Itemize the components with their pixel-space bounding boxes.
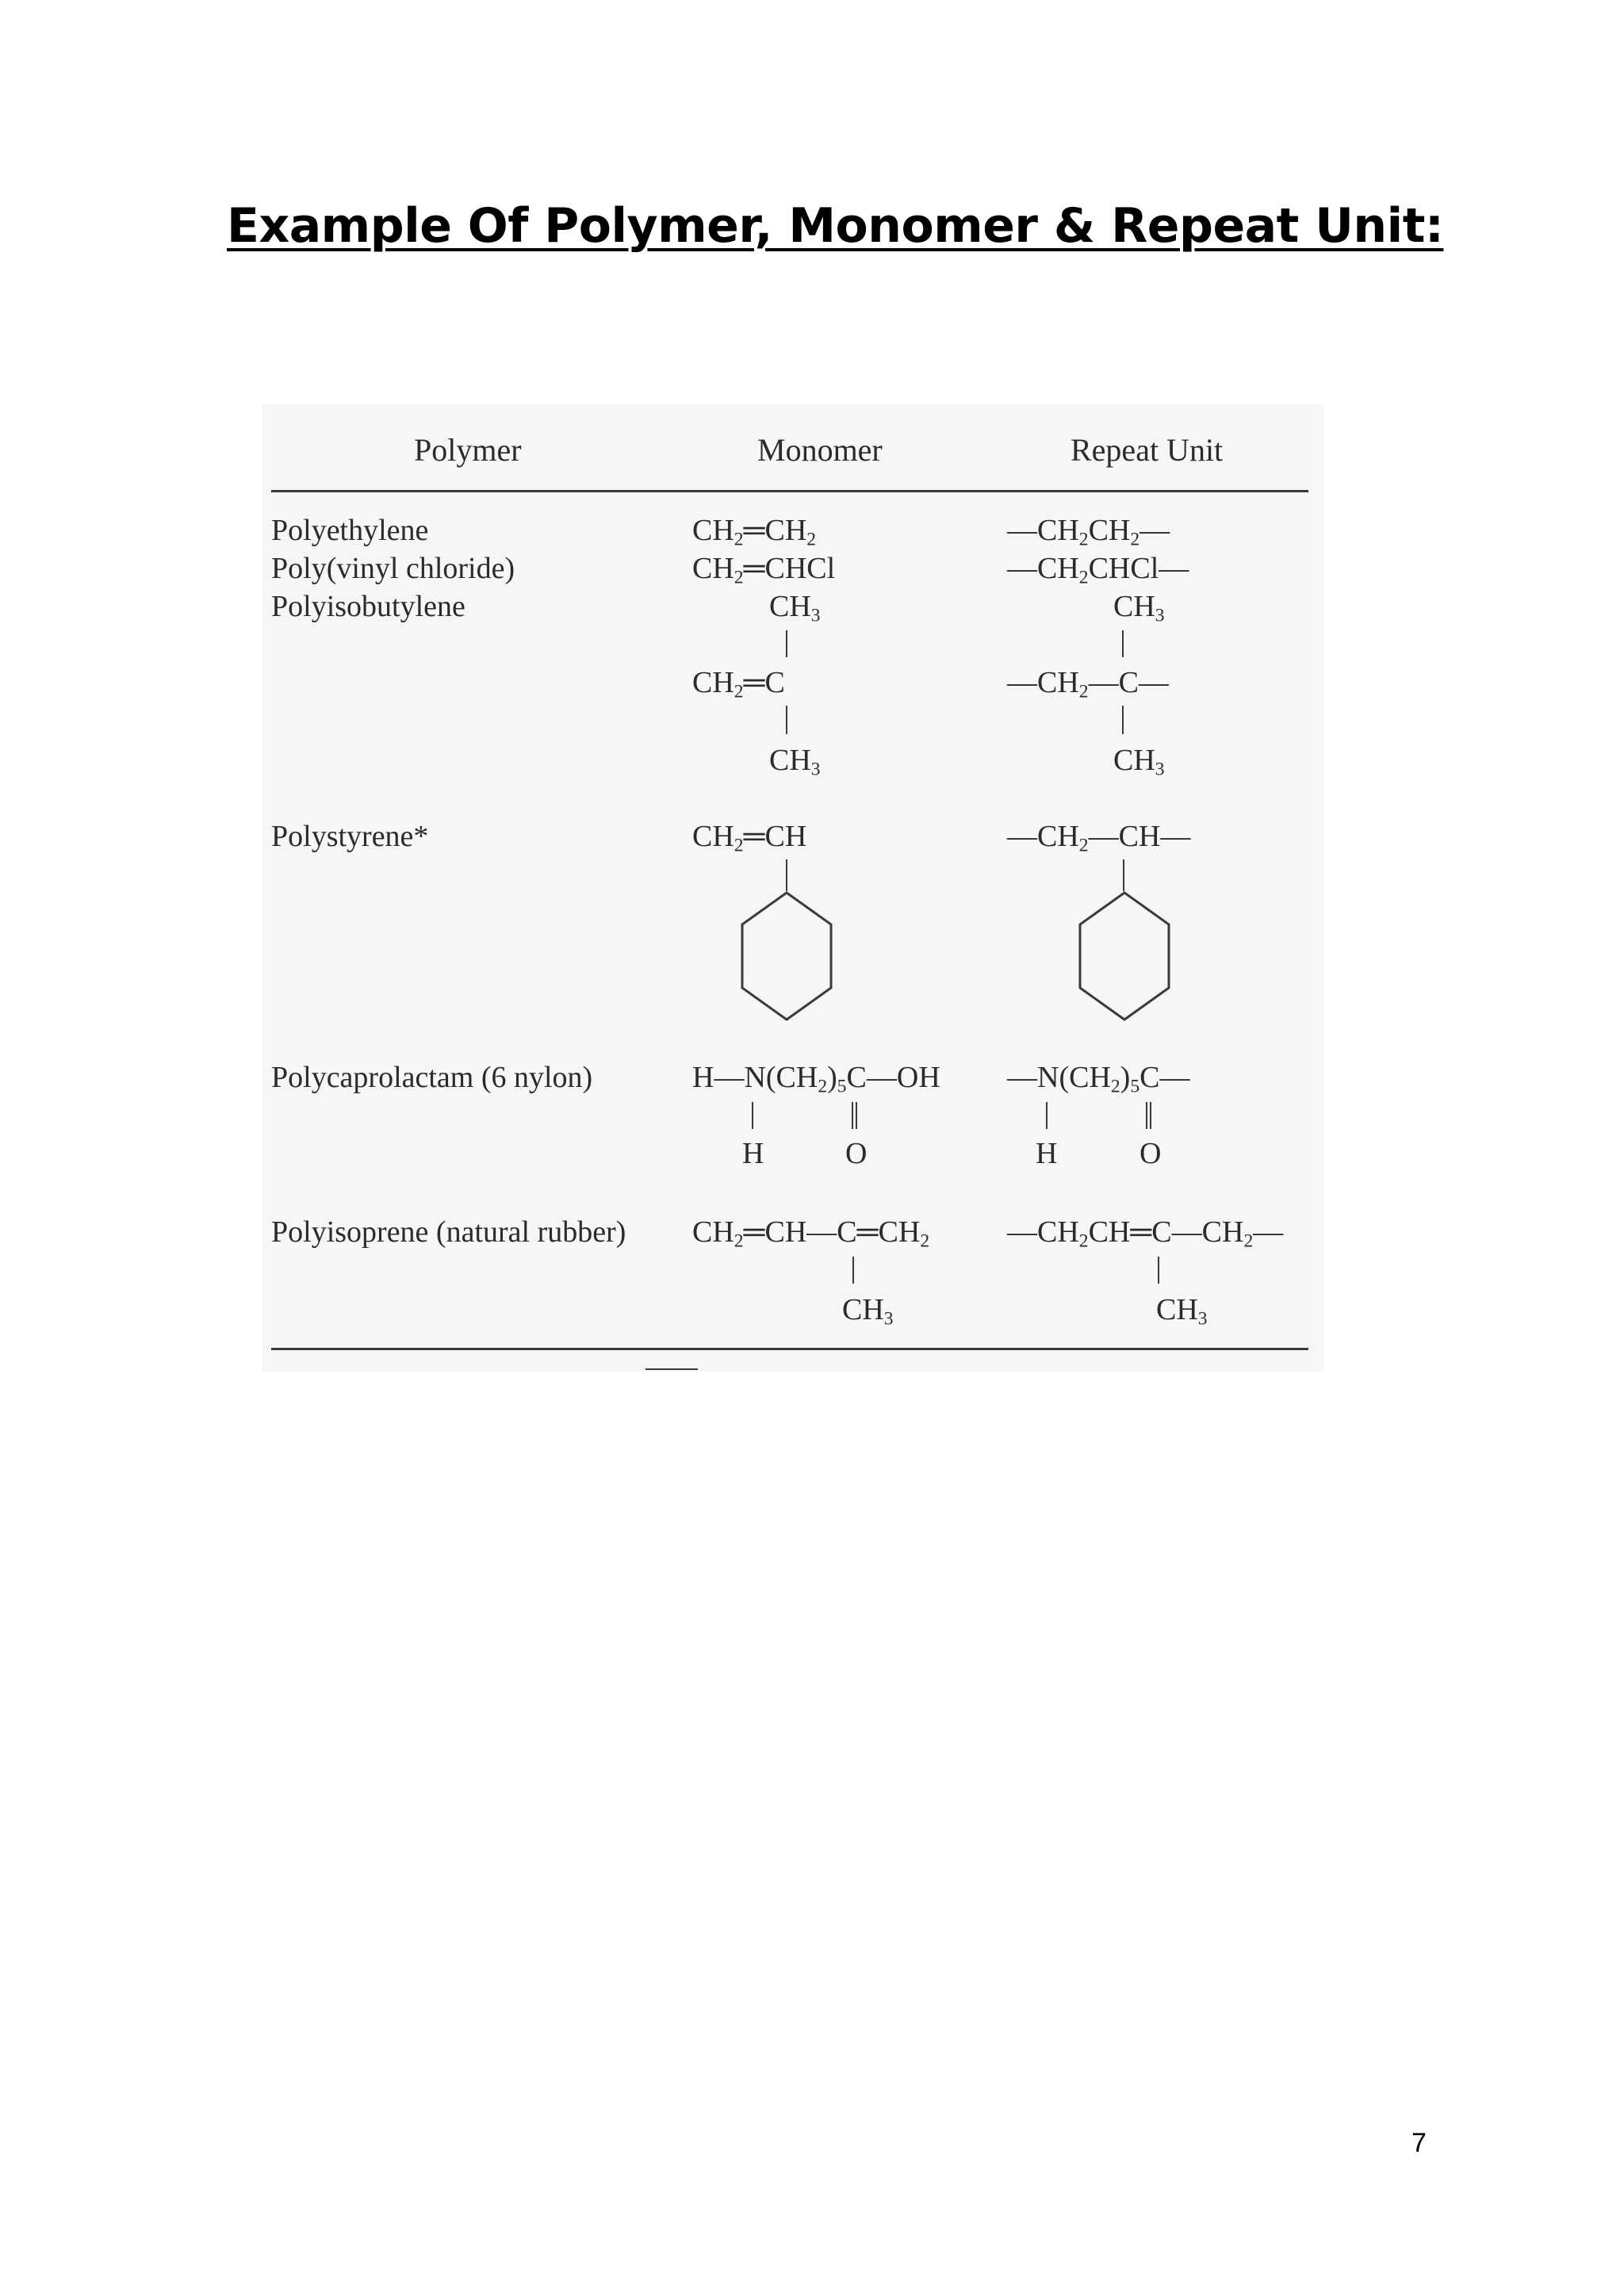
header-rule bbox=[271, 490, 1308, 492]
single-bond bbox=[1123, 859, 1124, 891]
polymer-name: Polyethylene bbox=[271, 514, 429, 547]
polymer-name: Polyisobutylene bbox=[271, 590, 465, 623]
header-polymer: Polymer bbox=[414, 432, 522, 468]
double-bond bbox=[852, 1102, 857, 1129]
single-bond bbox=[1122, 630, 1124, 657]
hydrogen-atom: H bbox=[742, 1137, 764, 1170]
methyl-group: $CH_3$ bbox=[842, 1293, 894, 1330]
header-monomer: Monomer bbox=[757, 432, 883, 468]
benzene-ring-icon bbox=[737, 890, 836, 1024]
monomer-formula: $CH_2═CH$ bbox=[692, 820, 807, 856]
header-repeat-unit: Repeat Unit bbox=[1071, 432, 1224, 468]
single-bond bbox=[852, 1257, 854, 1284]
monomer-formula: $CH_2═C$ bbox=[692, 666, 785, 702]
single-bond bbox=[1158, 1257, 1159, 1284]
methyl-group: $CH_3$ bbox=[1113, 590, 1165, 626]
single-bond bbox=[786, 706, 787, 734]
methyl-group: $CH_3$ bbox=[769, 744, 821, 780]
repeat-unit-formula: $—CH_2CH═C—CH_2—$ bbox=[1007, 1215, 1284, 1252]
polymer-name: Polycaprolactam (6 nylon) bbox=[271, 1061, 593, 1094]
single-bond bbox=[786, 859, 787, 891]
hydrogen-atom: H bbox=[1036, 1137, 1058, 1170]
double-bond bbox=[1146, 1102, 1151, 1129]
repeat-unit-formula: $—CH_2—C—$ bbox=[1007, 666, 1169, 702]
monomer-formula: $CH_2═CH_2$ bbox=[692, 514, 817, 550]
oxygen-atom: O bbox=[845, 1137, 868, 1170]
oxygen-atom: O bbox=[1139, 1137, 1162, 1170]
methyl-group: $CH_3$ bbox=[1113, 744, 1165, 780]
methyl-group: $CH_3$ bbox=[769, 590, 821, 626]
bottom-rule bbox=[271, 1348, 1308, 1350]
page-number: 7 bbox=[1411, 2128, 1427, 2158]
benzene-ring-icon bbox=[1075, 890, 1174, 1024]
monomer-formula: $H—N(CH_2)_5C—OH$ bbox=[692, 1061, 940, 1097]
single-bond bbox=[786, 630, 787, 657]
single-bond bbox=[1122, 706, 1124, 734]
repeat-unit-formula: $—N(CH_2)_5C—$ bbox=[1007, 1061, 1190, 1097]
repeat-unit-formula: $—CH_2—CH—$ bbox=[1007, 820, 1191, 856]
polymer-name: Polystyrene* bbox=[271, 820, 429, 853]
monomer-formula: $CH_2═CHCl$ bbox=[692, 552, 836, 588]
polymer-name: Poly(vinyl chloride) bbox=[271, 552, 515, 585]
monomer-formula: $CH_2═CH—C═CH_2$ bbox=[692, 1215, 930, 1252]
page-title: Example Of Polymer, Monomer & Repeat Unit: bbox=[227, 198, 1444, 254]
footnote-rule bbox=[645, 1368, 698, 1370]
repeat-unit-formula: $—CH_2CHCl—$ bbox=[1007, 552, 1189, 588]
single-bond bbox=[752, 1102, 753, 1129]
polymer-name: Polyisoprene (natural rubber) bbox=[271, 1215, 626, 1249]
methyl-group: $CH_3$ bbox=[1156, 1293, 1208, 1330]
single-bond bbox=[1046, 1102, 1048, 1129]
repeat-unit-formula: $—CH_2CH_2—$ bbox=[1007, 514, 1170, 550]
